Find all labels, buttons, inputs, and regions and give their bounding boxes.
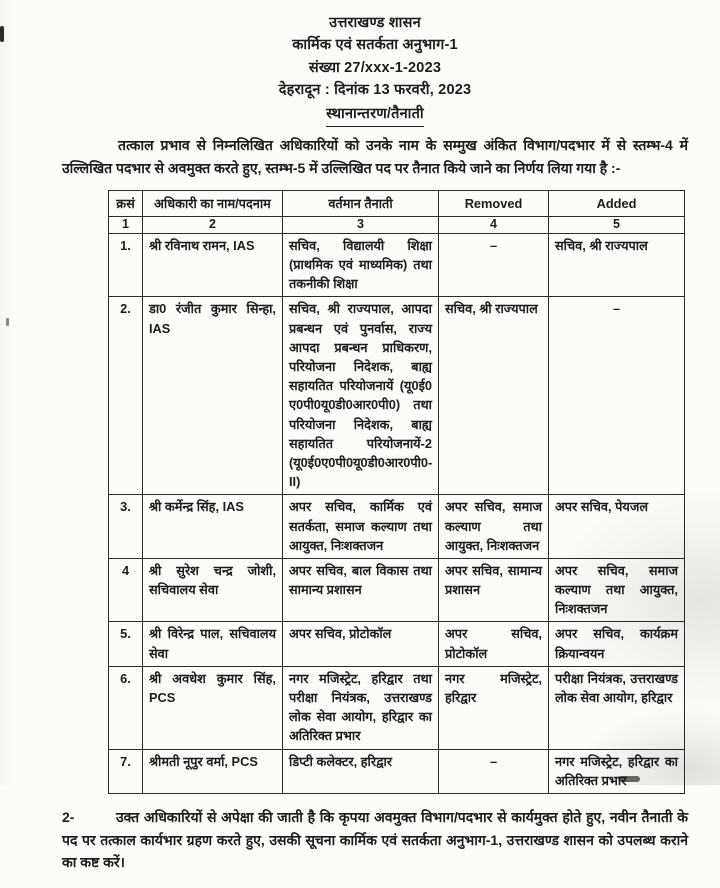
col-number: 2 (143, 216, 283, 233)
officer-name: श्री रविनाथ रामन, IAS (143, 233, 283, 297)
row-sno: 1. (109, 233, 143, 297)
letter-number: संख्या 27/xxx-1-2023 (308, 59, 442, 76)
row-sno: 3. (109, 495, 143, 559)
removed-posting: – (439, 233, 549, 297)
officer-name: श्री विरेन्द्र पाल, सचिवालय सेवा (143, 622, 283, 666)
col-number: 1 (109, 216, 143, 233)
col-number: 3 (283, 216, 439, 233)
current-posting: अपर सचिव, कार्मिक एवं सतर्कता, समाज कल्याण तथा आयुक्त, निःशक्तजन (283, 495, 439, 559)
removed-posting: अपर सचिव, समाज कल्याण तथा आयुक्त, निःशक्तजन (439, 495, 549, 559)
added-posting: – (549, 297, 685, 495)
removed-posting: अपर सचिव, प्रोटोकॉल (439, 622, 549, 666)
table-row (109, 495, 685, 559)
row-sno: 5. (109, 622, 143, 666)
current-posting: अपर सचिव, बाल विकास तथा सामान्य प्रशासन (283, 558, 439, 622)
col-number: 4 (439, 216, 549, 233)
added-posting: अपर सचिव, समाज कल्याण तथा आयुक्त, निःशक्तजन (549, 558, 685, 622)
place-date: देहरादून : दिनांक 13 फरवरी, 2023 (278, 82, 472, 99)
current-posting: अपर सचिव, प्रोटोकॉल (283, 622, 439, 666)
table-row (109, 233, 685, 297)
current-posting: डिप्टी कलेक्टर, हरिद्वार (283, 749, 439, 793)
intro-paragraph: तत्काल प्रभाव से निम्नलिखित अधिकारियों को उनके नाम के सम्मुख अंकित विभाग/पदभार में से स्तम्भ-4 में उल्लिखित पदभार से अवमुक्त करते हुए, स्तम्भ-5 में उल्लिखित पद पर तैनात किये जाने का निर्णय लिया गया है :- (62, 137, 688, 177)
removed-posting: नगर मजिस्ट्रेट, हरिद्वार (439, 666, 549, 749)
removed-posting: अपर सचिव, सामान्य प्रशासन (439, 558, 549, 622)
table-row (109, 297, 685, 495)
row-sno: 6. (109, 666, 143, 749)
col-header-removed: Removed (439, 190, 549, 216)
table-row (109, 622, 685, 666)
added-posting: अपर सचिव, पेयजल (549, 495, 685, 559)
col-header-name: अधिकारी का नाम/पदनाम (143, 190, 283, 216)
table-row (109, 749, 685, 793)
officer-name: डा0 रंजीत कुमार सिन्हा, IAS (143, 297, 283, 495)
row-sno: 4 (109, 558, 143, 622)
closing-paragraph (62, 806, 688, 874)
added-posting: नगर मजिस्ट्रेट, हरिद्वार का अतिरिक्त प्रभार (549, 749, 685, 793)
removed-posting: सचिव, श्री राज्यपाल (439, 297, 549, 495)
col-header-added: Added (549, 190, 685, 216)
org-name: उत्तराखण्ड शासन (329, 15, 421, 31)
added-posting: परीक्षा नियंत्रक, उत्तराखण्ड लोक सेवा आयोग, हरिद्वार (549, 666, 685, 749)
letter-header (62, 12, 688, 127)
scan-artifact (0, 26, 4, 42)
added-posting: सचिव, श्री राज्यपाल (549, 233, 685, 297)
officer-name: श्री अवधेश कुमार सिंह, PCS (143, 666, 283, 749)
closing-paragraph-number: 2- (62, 808, 75, 825)
col-number: 5 (549, 216, 685, 233)
table-row (109, 666, 685, 749)
current-posting: सचिव, विद्यालयी शिक्षा (प्राथमिक एवं माध्यमिक) तथा तकनीकी शिक्षा (283, 233, 439, 297)
row-sno: 7. (109, 749, 143, 793)
added-posting: अपर सचिव, कार्यक्रम क्रियान्वयन (549, 622, 685, 666)
col-header-current: वर्तमान तैनाती (283, 190, 439, 216)
document (62, 12, 688, 888)
closing-paragraph-text: उक्त अधिकारियों से अपेक्षा की जाती है कि कृपया अवमुक्त विभाग/पदभार से कार्यमुक्त होते हुए, नवीन तैनाती के पद पर तत्काल कार्यभार ग्रहण करते हुए, उसकी सूचना कार्मिक एवं सतर्कता अनुभाग-1, उत्तराखण्ड शासन को उपलब्ध कराने का कष्ट करें। (62, 808, 688, 871)
current-posting: नगर मजिस्ट्रेट, हरिद्वार तथा परीक्षा नियंत्रक, उत्तराखण्ड लोक सेवा आयोग, हरिद्वार का अतिरिक्त प्रभार (283, 666, 439, 749)
officer-name: श्रीमती नूपुर वर्मा, PCS (143, 749, 283, 793)
scan-artifact (6, 318, 9, 326)
current-posting: सचिव, श्री राज्यपाल, आपदा प्रबन्धन एवं पुनर्वास, राज्य आपदा प्रबन्धन प्राधिकरण, परियोजना निदेशक, बाह्य सहायतित परियोजनायें (यू0ई0 ए0पी0यू0डी0आर0पी0) तथा परियोजना निदेशक, बाह्य सहायतित परियोजनायें-2 (यू0ई0ए0पी0यू0डी0आर0पी0-II) (283, 297, 439, 495)
officer-name: श्री सुरेश चन्द्र जोशी, सचिवालय सेवा (143, 558, 283, 622)
column-number-row (109, 216, 685, 233)
officer-name: श्री कर्मेन्द्र सिंह, IAS (143, 495, 283, 559)
table-header-row (109, 190, 685, 216)
col-header-sno: क्रसं (109, 190, 143, 216)
subject-line: स्थानान्तरण/तैनाती (326, 103, 424, 127)
transfer-table (108, 190, 685, 794)
department-line: कार्मिक एवं सतर्कता अनुभाग-1 (292, 37, 458, 54)
row-sno: 2. (109, 297, 143, 495)
table-row (109, 558, 685, 622)
removed-posting: – (439, 749, 549, 793)
